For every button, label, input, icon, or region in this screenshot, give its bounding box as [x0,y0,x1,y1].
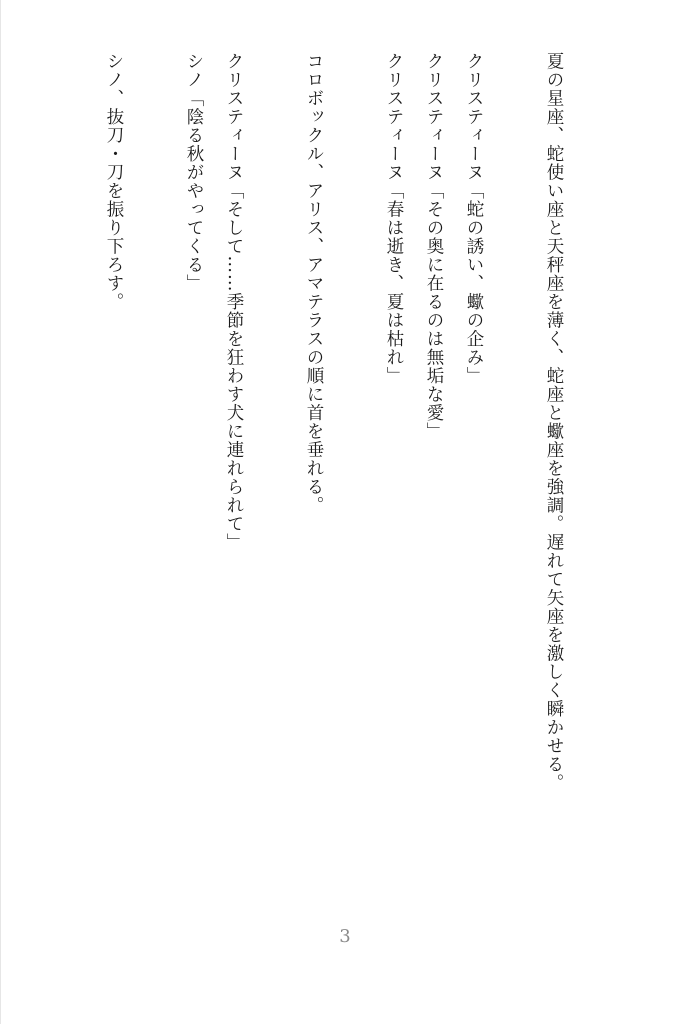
paragraph-gap [334,52,374,732]
dialogue-line: クリスティーヌ「春は逝き、夏は枯れ」 [384,52,404,385]
dialogue-line: クリスティーヌ「そして……季節を狂わす犬に連れられて」 [224,52,244,552]
vertical-text-block [94,52,574,792]
page-number: 3 [339,926,351,947]
paragraph-gap [494,52,534,732]
stage-direction-constellations: 夏の星座、蛇使い座と天秤座を薄く、蛇座と蠍座を強調。遅れて矢座を激しく瞬かせる。 [544,52,564,792]
stage-direction-bow: コロボックル、アリス、アマテラスの順に首を垂れる。 [304,52,324,515]
dialogue-line: クリスティーヌ「その奥に在るのは無垢な愛」 [424,52,444,441]
paragraph-gap [254,52,294,732]
dialogue-line: クリスティーヌ「蛇の誘い、蠍の企み」 [464,52,484,385]
paragraph-gap [134,52,174,732]
stage-direction-sword: シノ、抜刀・刀を振り下ろす。 [104,52,124,311]
dialogue-line: シノ「陰る秋がやってくる」 [184,52,204,293]
